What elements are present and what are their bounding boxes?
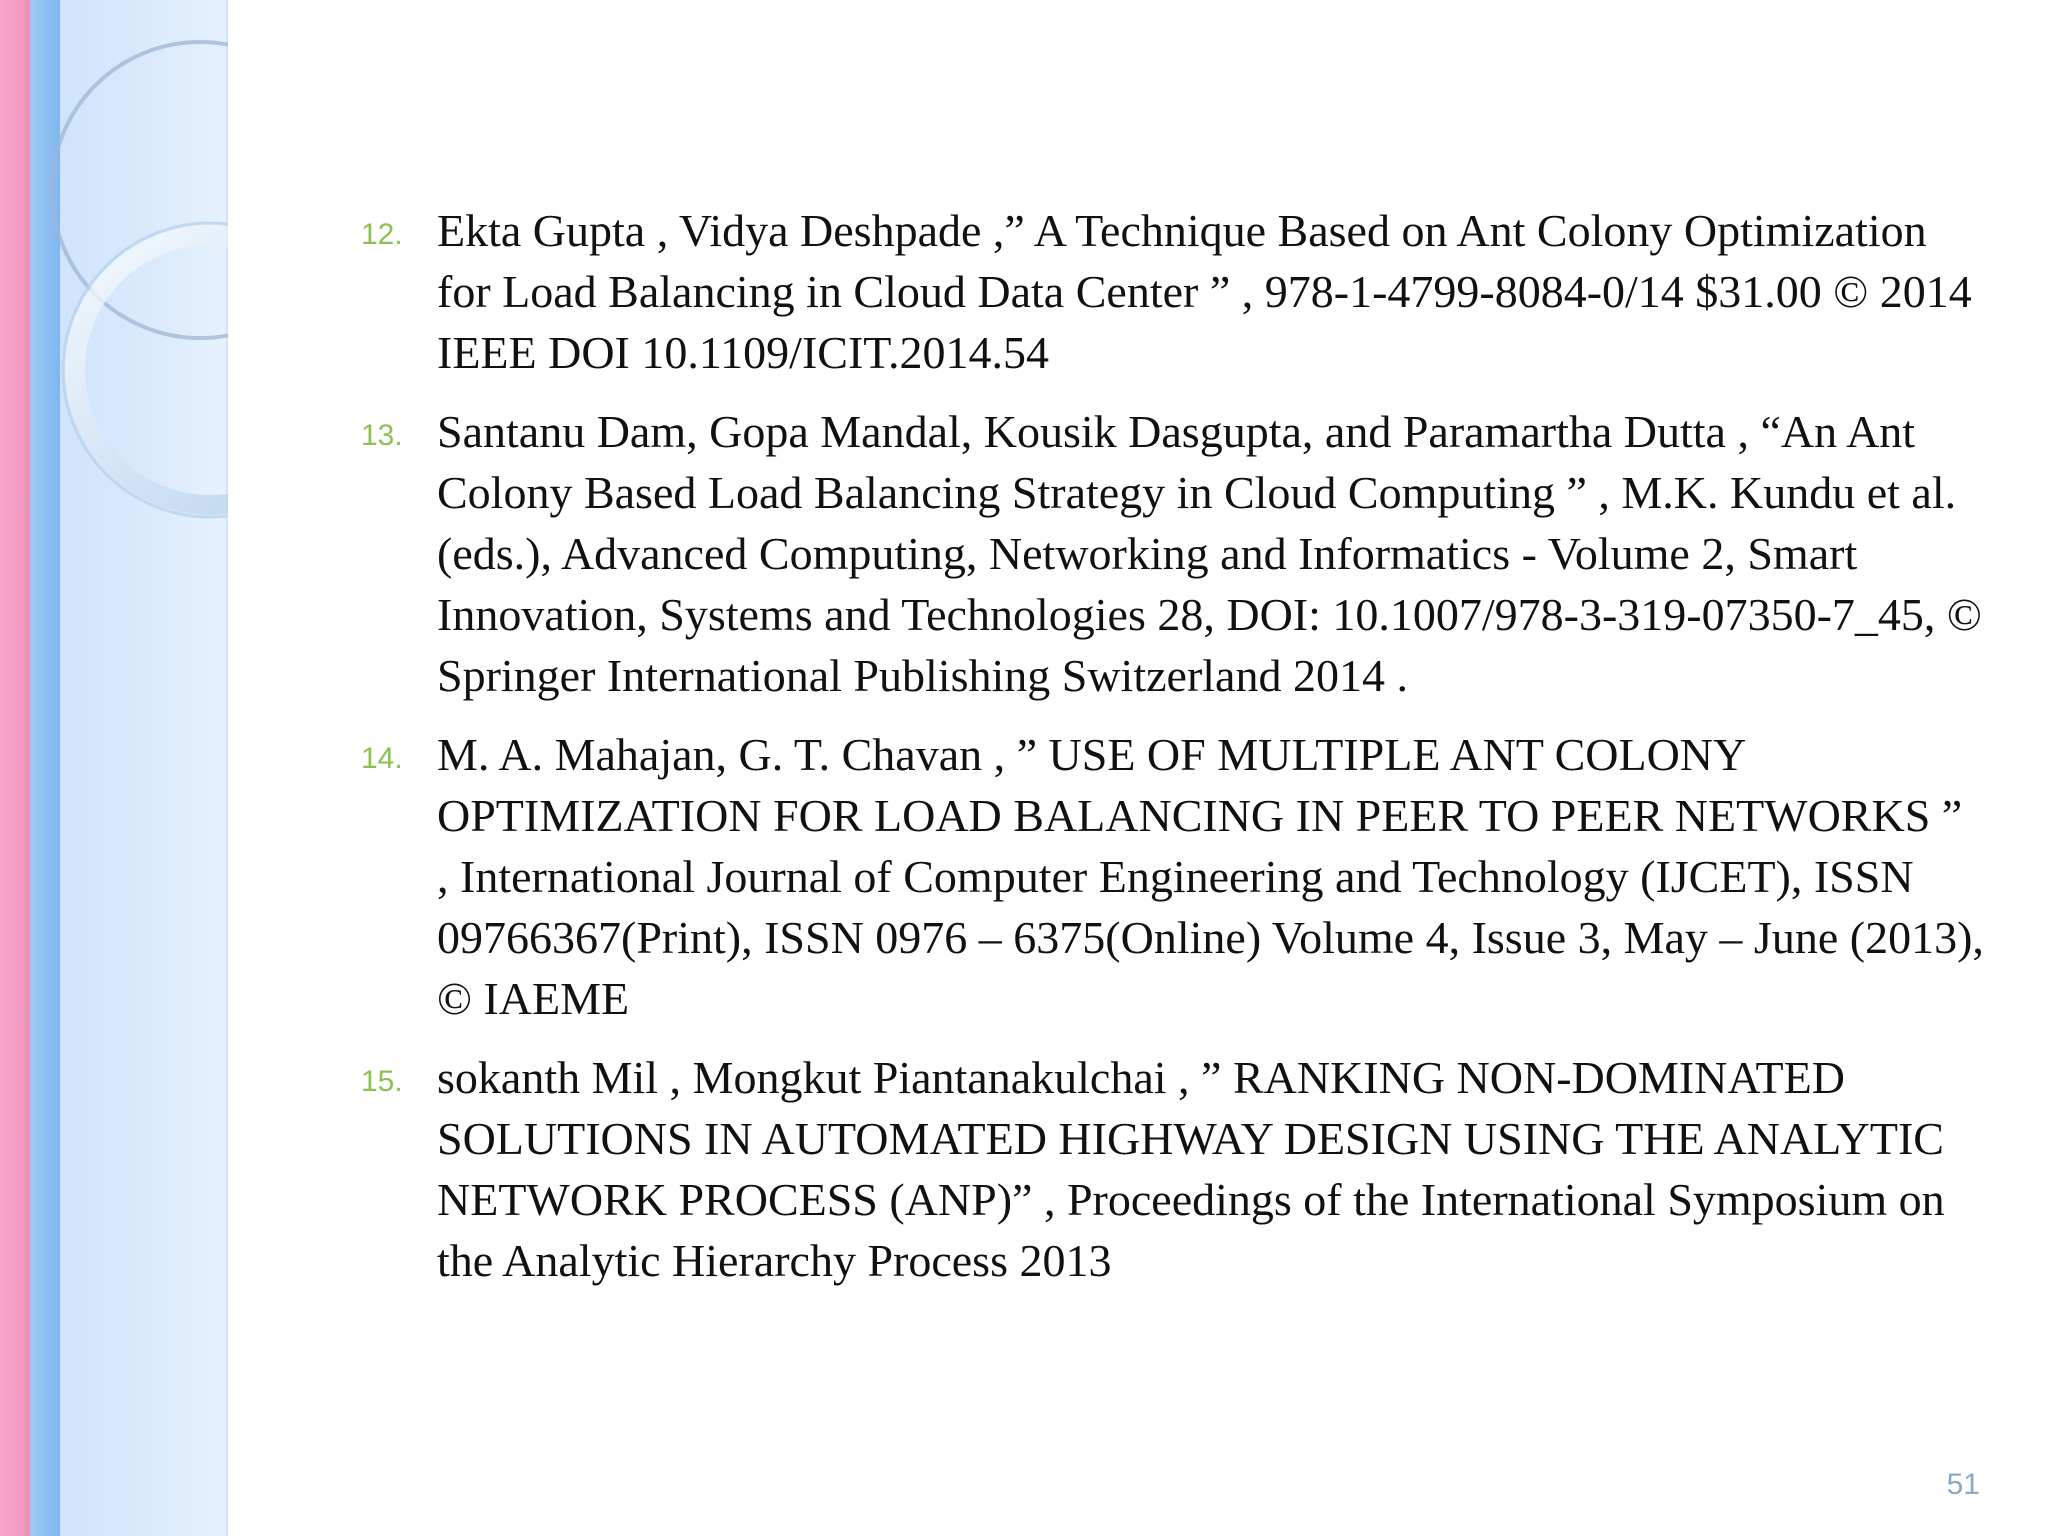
reference-item [355, 1047, 1985, 1291]
reference-number: 15. [361, 1065, 403, 1098]
reference-list [355, 200, 1985, 1309]
reference-number: 12. [361, 218, 403, 251]
reference-number: 13. [361, 419, 403, 452]
reference-number: 14. [361, 742, 403, 775]
decorative-ring-upper [52, 42, 228, 338]
reference-item [355, 724, 1985, 1029]
reference-text: sokanth Mil , Mongkut Piantanakulchai , ” RANKING NON-DOMINATED SOLUTIONS IN AUTOMATED HIGHWAY DESIGN USING THE ANALYTIC NETWORK PROCESS (ANP)” , Proceedings of the International Symposium on the Analytic Hierarchy Process 2013 [437, 1052, 1945, 1286]
reference-item [355, 200, 1985, 383]
decorative-ring-lower-edge [63, 223, 228, 517]
reference-text: Santanu Dam, Gopa Mandal, Kousik Dasgupta, and Paramartha Dutta , “An Ant Colony Based Load Balancing Strategy in Cloud Computing ” , M.K. Kundu et al. (eds.), Advanced Computing, Networking and Informatics - Volume 2, Smart Innovation, Systems and Technologies 28, DOI: 10.1007/978-3-319-07350-7_45, © Springer International Publishing Switzerland 2014 . [437, 406, 1982, 701]
reference-item [355, 401, 1985, 706]
reference-text: Ekta Gupta , Vidya Deshpade ,” A Technique Based on Ant Colony Optimization for Load Balancing in Cloud Data Center ” , 978-1-4799-8084-0/14 $31.00 © 2014 IEEE DOI 10.1109/ICIT.2014.54 [437, 205, 1972, 378]
reference-text: M. A. Mahajan, G. T. Chavan , ” USE OF MULTIPLE ANT COLONY OPTIMIZATION FOR LOAD BALANCING IN PEER TO PEER NETWORKS ” , International Journal of Computer Engineering and Technology (IJCET), ISSN 09766367(Print), ISSN 0976 – 6375(Online) Volume 4, Issue 3, May – June (2013), © IAEME [437, 729, 1984, 1024]
decorative-rings [0, 0, 228, 560]
page-number: 51 [1946, 1468, 1980, 1501]
